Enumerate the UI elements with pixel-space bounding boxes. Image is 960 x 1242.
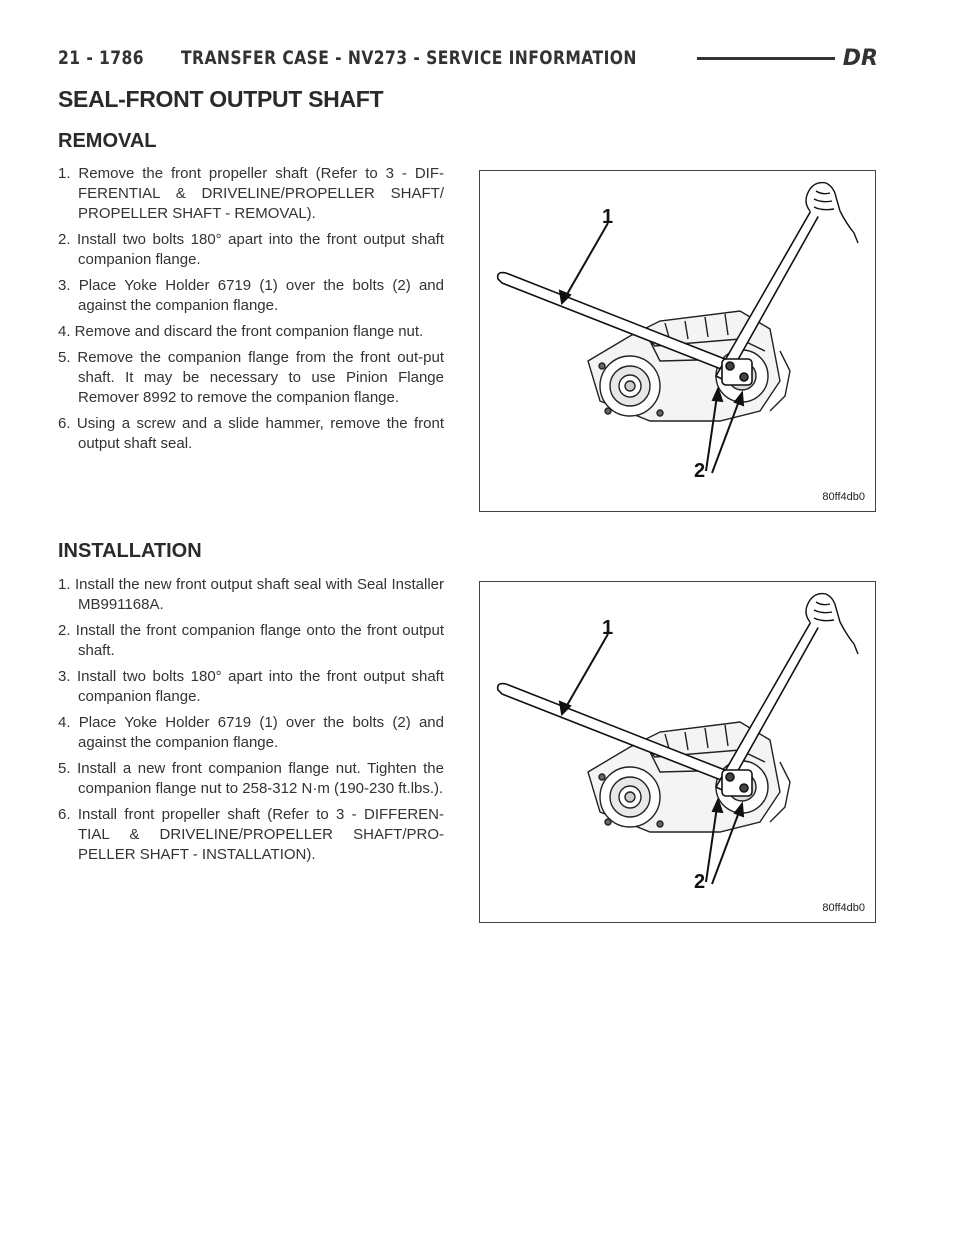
callout-2: 2	[694, 460, 706, 482]
section-title: SEAL-FRONT OUTPUT SHAFT	[58, 86, 384, 112]
installation-step-3: 3. Install two bolts 180° apart into the front output shaft companion flange.	[58, 668, 444, 705]
removal-steps	[58, 164, 444, 460]
installation-figure	[479, 581, 876, 923]
yoke-holder-illustration	[480, 582, 874, 921]
callout-1: 1	[602, 617, 614, 639]
callout-1: 1	[602, 206, 614, 228]
installation-step-2: 2. Install the front companion flange onto the front output shaft.	[58, 622, 444, 659]
callout-2: 2	[694, 871, 706, 893]
installation-step-1: 1. Install the new front output shaft seal with Seal Installer MB991168A.	[58, 576, 444, 613]
removal-step-6: 6. Using a screw and a slide hammer, remove the front output shaft seal.	[58, 415, 444, 452]
header-rule	[697, 57, 835, 60]
hand-drawing	[806, 594, 858, 654]
removal-step-5: 5. Remove the companion flange from the front out-put shaft. It may be necessary to use Pinion Flange Remover 8992 to remove the companion flange.	[58, 349, 444, 406]
removal-step-3: 3. Place Yoke Holder 6719 (1) over the bolts (2) and against the companion flange.	[58, 277, 444, 314]
removal-heading: REMOVAL	[58, 130, 157, 152]
hand-drawing	[806, 183, 858, 243]
yoke-holder-illustration	[480, 171, 874, 510]
installation-step-5: 5. Install a new front companion flange nut. Tighten the companion flange nut to 258-312 N·m (190-230 ft.lbs.).	[58, 760, 444, 797]
installation-heading: INSTALLATION	[58, 540, 202, 562]
removal-figure	[479, 170, 876, 512]
removal-step-1: 1. Remove the front propeller shaft (Refer to 3 - DIF-FERENTIAL & DRIVELINE/PROPELLER SHAFT/ PROPELLER SHAFT - REMOVAL).	[58, 165, 444, 222]
page-number: 21 - 1786	[58, 47, 145, 69]
header-title: TRANSFER CASE - NV273 - SERVICE INFORMATION	[180, 47, 637, 69]
figure-code: 80ff4db0	[822, 491, 865, 503]
installation-steps	[58, 575, 444, 871]
page-header	[58, 44, 878, 72]
header-brand: DR	[842, 45, 878, 71]
removal-step-4: 4. Remove and discard the front companion flange nut.	[58, 323, 424, 340]
removal-step-2: 2. Install two bolts 180° apart into the front output shaft companion flange.	[58, 231, 444, 268]
figure-code: 80ff4db0	[822, 902, 865, 914]
installation-step-6: 6. Install front propeller shaft (Refer to 3 - DIFFEREN-TIAL & DRIVELINE/PROPELLER SHAFT/PRO-PELLER SHAFT - INSTALLATION).	[58, 806, 444, 863]
installation-step-4: 4. Place Yoke Holder 6719 (1) over the bolts (2) and against the companion flange.	[58, 714, 444, 751]
